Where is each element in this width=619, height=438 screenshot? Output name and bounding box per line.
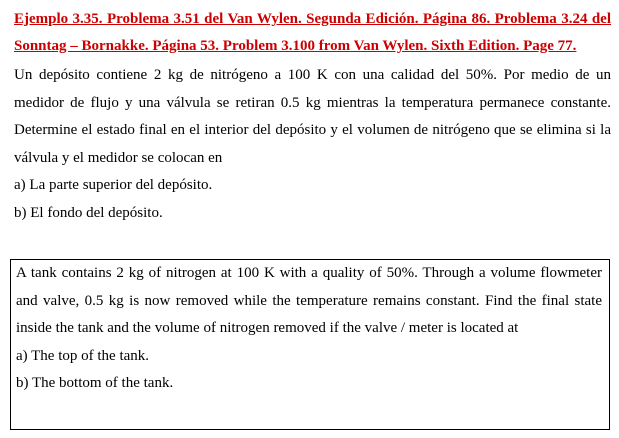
spanish-item-b: b) El fondo del depósito. <box>14 204 163 221</box>
english-problem-box <box>10 259 610 430</box>
english-statement: A tank contains 2 kg of nitrogen at 100 K with a quality of 50%. Through a volume flowmeter and valve, 0.5 kg is now removed while the temperature remains constant. Find the final state inside the tank and the volume of nitrogen removed if the valve / meter is located at <box>16 265 602 336</box>
spanish-problem <box>14 62 611 227</box>
english-item-b: b) The bottom of the tank. <box>16 375 174 391</box>
spanish-statement: Un depósito contiene 2 kg de nitrógeno a 100 K con una calidad del 50%. Por medio de un medidor de flujo y una válvula se retiran 0.5 kg mientras la temperatura permanece constante. Determine el estado final en el interior del depósito y el volumen de nitrógeno que se elimina si la válvula y el medidor se colocan en <box>14 67 611 166</box>
example-heading: Ejemplo 3.35. Problema 3.51 del Van Wylen. Segunda Edición. Página 86. Problema 3.24 del Sonntag – Bornakke. Página 53. Problem 3.100 from Van Wylen. Sixth Edition. Page 77. <box>14 11 611 54</box>
spanish-item-a: a) La parte superior del depósito. <box>14 177 213 193</box>
english-item-a: a) The top of the tank. <box>16 347 150 364</box>
